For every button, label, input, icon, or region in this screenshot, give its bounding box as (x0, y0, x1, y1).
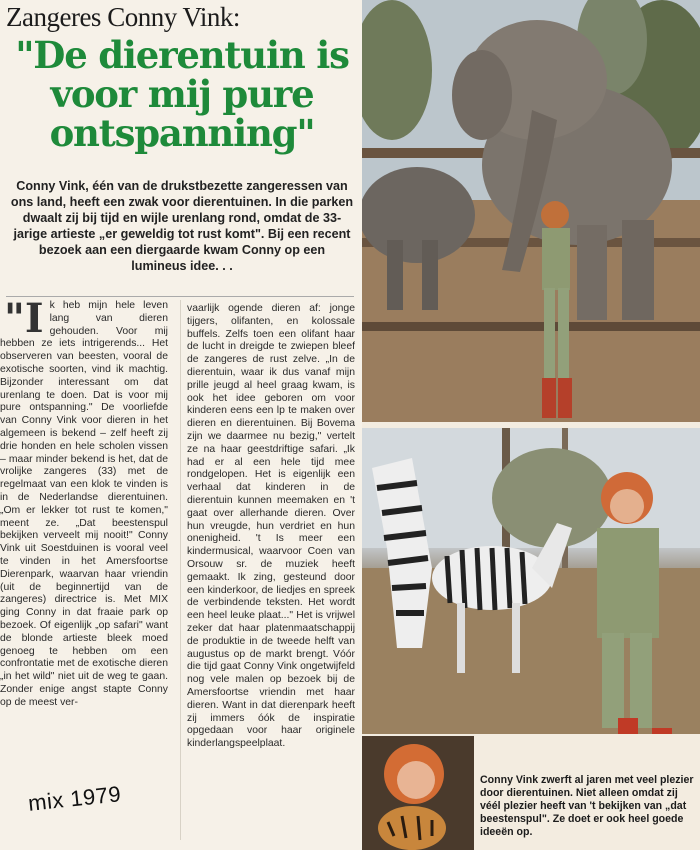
drop-cap: "I (4, 300, 44, 342)
tiger-cub-illustration (362, 736, 474, 850)
column-1-text: k heb mijn hele leven lang van dieren gehouden. Voor mij hebben ze iets intrigerends... Het observeren van beesten, vooral de exotische soorten, vind ik machtig. Bijzonder interessant om dat urenlang te doen. Dat is voor mij pure ontspanning." De voorliefde van Conny Vink voor dieren in het algemeen is bekend – zelf heeft zij drie honden en hele scholen vissen – maar minder bekend is het, dat de vrolijke zangeres (33) met de regelmaat van een klok te vinden is in de Nederlandse dierentuinen. „Om er lekker tot rust te komen," meent ze. „Dat beestenspul bekijken verveelt mij nooit!" Conny Vink uit Soestduinen is vooral veel te vinden in het Amersfoortse Dierenpark, waarvan haar vriendin (uit de beginnertijd van de zangeres) directrice is. Met MIX ging Conny in dat fraaie park op bezoek. Of eigenlijk „op safari" want de blonde artieste bleek moed genoeg te hebben om een confrontatie met de exotische dieren „in het wild" niet uit de weg te gaan. Zonder enige angst stapte Conny op de meest ver- (0, 300, 168, 708)
article-intro: Conny Vink, één van de drukstbezette zangeressen van ons land, heeft een zwak voor dierentuinen. In die parken dwaalt zij bij tijd en wijle urenlang rond, omdat de 33-jarige artieste „er geweldig tot rust komt". Bij een recent bezoek aan een diergaarde kwam Conny op een lumineus idee. . . (10, 179, 354, 273)
photo-tiger-cub (362, 736, 474, 850)
photo-zebras (362, 428, 700, 734)
article-column-2 (187, 303, 355, 850)
handwritten-source-note: mix 1979 (26, 781, 123, 816)
article-column-1 (0, 300, 168, 850)
column-2-text: vaarlijk ogende dieren af: jonge tijgers, olifanten, en kolossale buffels. Zelfs toen een olifant haar de lucht in dreigde te zwiepen bleef de zangeres de rust zelve. „In de dierentuin, waar ik dus vanaf mijn prille jeugd al heel graag kwam, is ook het idee geboren om voor kinderen eens een lp te maken over dieren en dierentuinen. Bij Bovema zijn we daarmee nu bezig," vertelt ze na haar geestdriftige safari. „Ik had er al een hele tijd mee rondgelopen. Het is eigenlijk een verhaal dat kinderen in de dierentuin kunnen meemaken en 't gaat over allerhande dieren. Over hun vreugde, hun verdriet en hun onenigheid. 't Is meer een kindermusical, waarvoor Coen van Orsouw sr. de muziek heeft gemaakt. Ik zing, gesteund door een kinderkoor, de liedjes en spreek de verbindende teksten. Het wordt een heel leuke plaat..." Het is vrijwel zeker dat haar platenmaatschappij de produktie in de tweede helft van augustus op de markt brengt. Vóór die tijd gaat Conny Vink ongetwijfeld nog vele malen op bezoek bij de Amersfoortse vriendin met haar dieren. Want in dat dierenpark heeft zij immers óók de inspiratie opgedaan voor haar originele kinderlangspeelplaat. (187, 303, 355, 750)
column-divider (180, 300, 181, 840)
photo-caption: Conny Vink zwerft al jaren met veel plezier door dierentuinen. Niet alleen omdat zij véél plezier heeft van 't bekijken van „dat beestenspul". Ze doet er ook heel goede ideeën op. (480, 774, 694, 838)
article-kicker: Zangeres Conny Vink: (6, 2, 240, 32)
photo-elephant (362, 0, 700, 422)
divider (6, 296, 354, 297)
zebras-illustration (362, 428, 700, 734)
elephant-illustration (362, 0, 700, 422)
article-headline: "De dierentuin is voor mij pure ontspanning" (15, 33, 349, 155)
